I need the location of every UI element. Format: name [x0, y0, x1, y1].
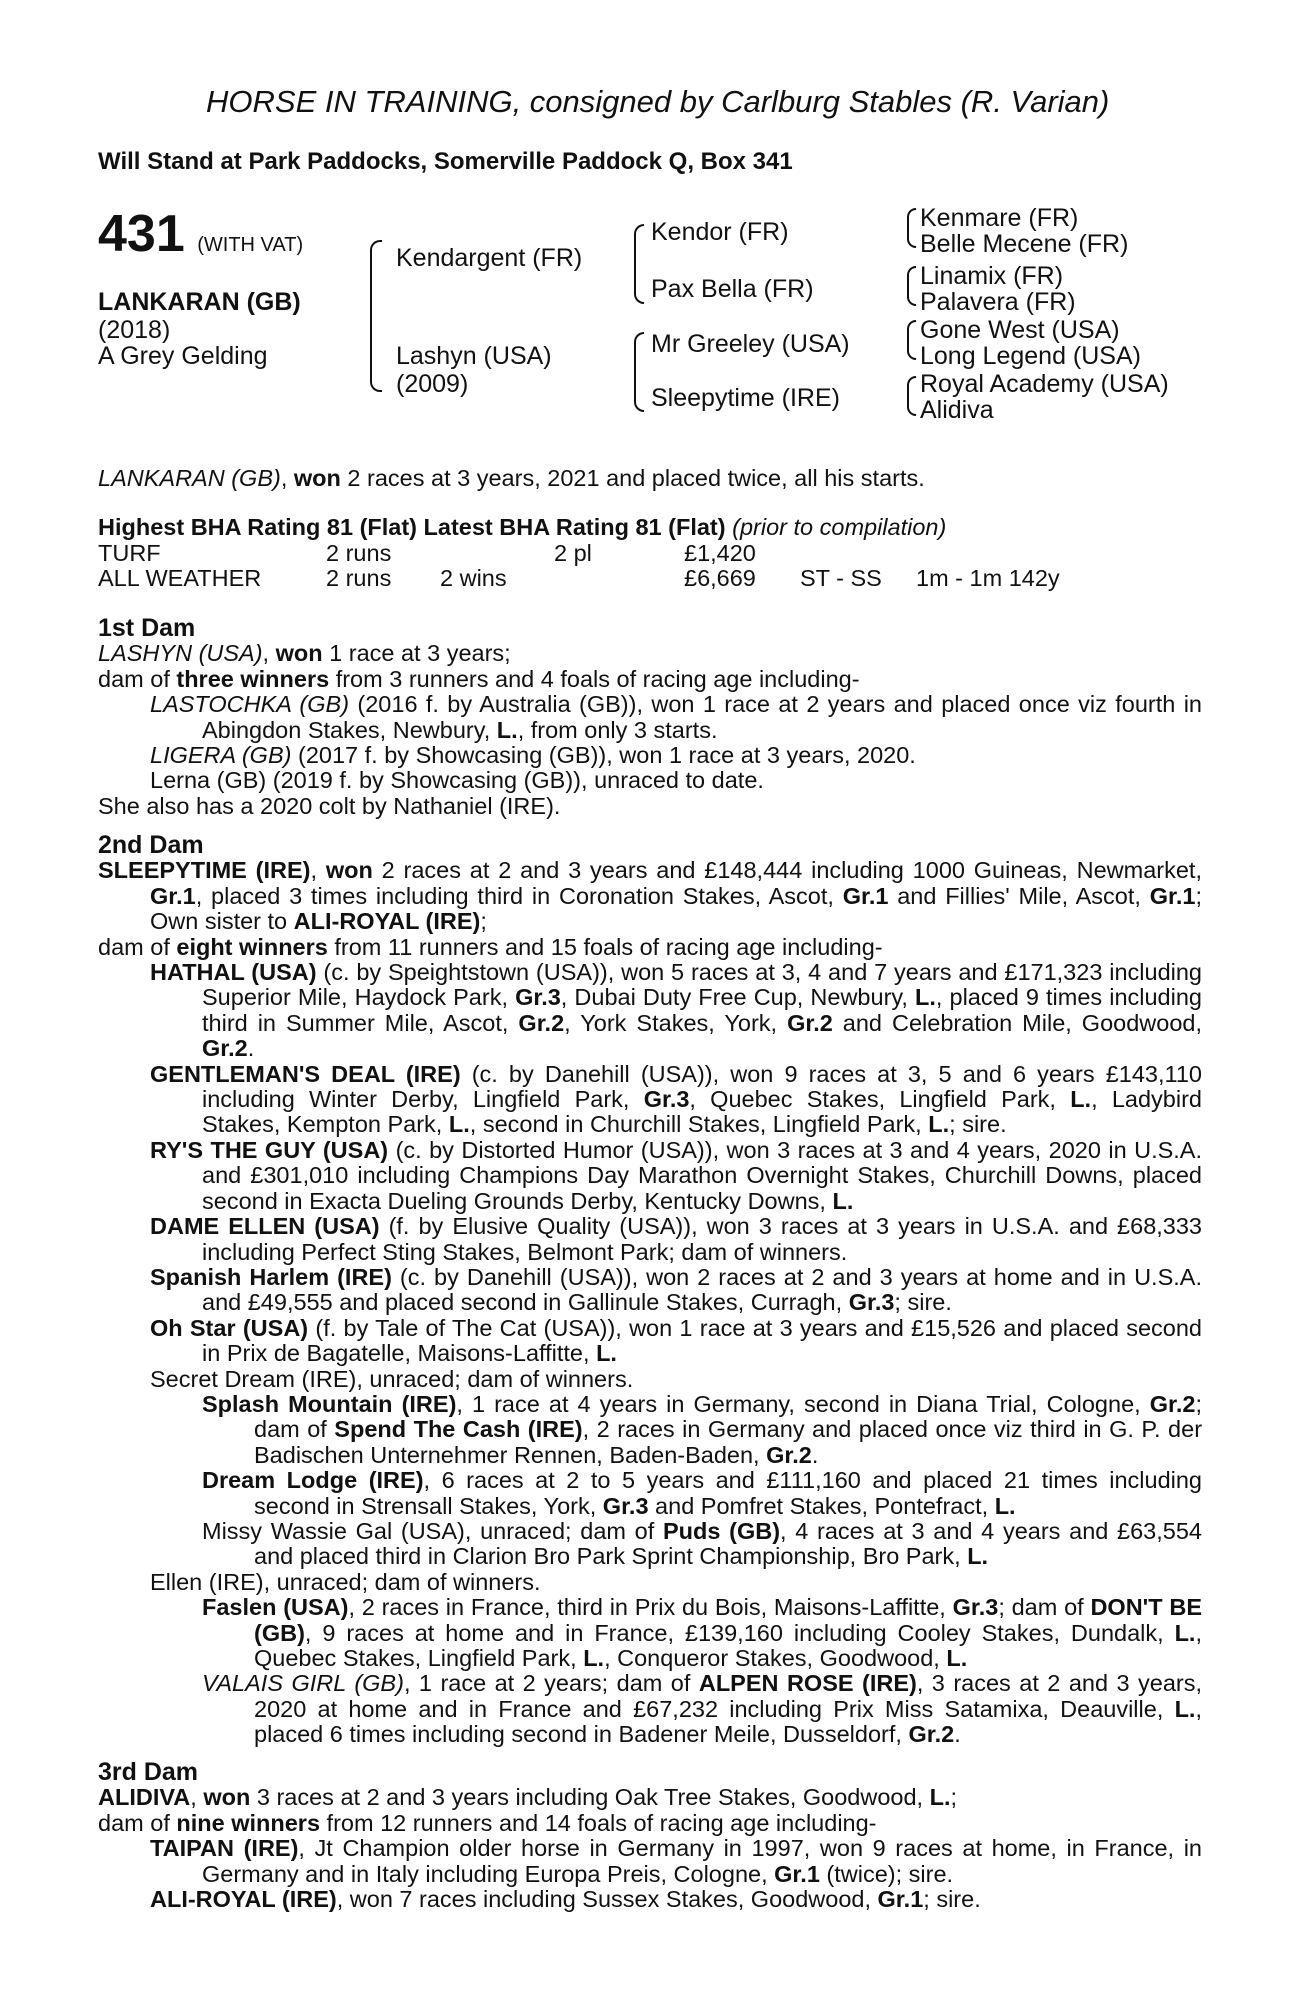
dontbe-name: DON'T BE (GB) — [254, 1594, 1202, 1646]
aw-earnings: £6,669 — [684, 565, 756, 591]
produce-missy-wassie-gal — [98, 1519, 1202, 1570]
pedigree-ssd: Belle Mecene (FR) — [920, 230, 1129, 258]
pedigree-dsd: Long Legend (USA) — [920, 342, 1141, 370]
dam-of-runners: from 3 runners and 4 foals of racing age including- — [329, 665, 860, 692]
second-dam-produce — [98, 935, 1202, 960]
ali-royal-text-b: ; sire. — [923, 1886, 981, 1913]
produce-valais-girl — [98, 1671, 1202, 1747]
fa-text-b: ; dam of — [998, 1594, 1091, 1621]
pedigree-ddd: Alidiva — [920, 396, 994, 424]
gr2-mark: Gr.2 — [518, 1009, 565, 1036]
sds-brace — [907, 266, 916, 306]
horse-year: (2018) — [98, 316, 171, 344]
first-dam-produce — [98, 667, 1202, 692]
mw-text-b: , 4 races at 3 and 4 years and £63,554 and placed third in Clarion Bro Park Sprint Championship, Bro Park, — [254, 1517, 1202, 1570]
vg-name: VALAIS GIRL (GB) — [202, 1670, 404, 1697]
produce-lastochka — [98, 692, 1202, 743]
sire-brace — [370, 240, 382, 392]
hathal-text-c: , placed 9 times including third in Summer Mile, Ascot, — [202, 984, 1202, 1036]
third-dam-section — [98, 1760, 1202, 1912]
ry-text: (c. by Distorted Humor (USA)), won 3 races at 3 and 4 years, 2020 in U.S.A. and £301,010 including Champions Day Marathon Overnight Stakes, Churchill Downs, placed second in Exacta Dueling Grounds Derby, Kentucky Downs, — [202, 1136, 1202, 1214]
bha-rating — [98, 514, 946, 541]
ry-name: RY'S THE GUY (USA) — [150, 1136, 389, 1163]
first-dam-section — [98, 616, 1202, 819]
dl-text-b: and Pomfret Stakes, Pontefract, — [648, 1492, 995, 1519]
listed-mark: L. — [596, 1340, 617, 1367]
sss-brace — [907, 208, 916, 248]
summary-text: 2 races at 3 years, 2021 and placed twice, all his starts. — [340, 465, 925, 491]
third-dam-heading: 3rd Dam — [98, 1758, 199, 1786]
aw-going: ST - SS — [800, 565, 882, 591]
rating-text: Highest BHA Rating 81 (Flat) Latest BHA Rating 81 (Flat) — [98, 514, 726, 540]
gd-text-a: (c. by Danehill (USA)), won 9 races at 3, 5 and 6 years £143,110 including Winter Derby, Lingfield Park, — [202, 1060, 1202, 1113]
gr3-mark: Gr.3 — [602, 1492, 649, 1519]
aw-distance: 1m - 1m 142y — [916, 565, 1060, 591]
pedigree-dam-sire: Mr Greeley (USA) — [651, 330, 850, 358]
second-dam-name: SLEEPYTIME (IRE) — [98, 857, 311, 884]
ligera-text: (2017 f. by Showcasing (GB)), won 1 race at 3 years, 2020. — [291, 742, 916, 769]
aw-wins: 2 wins — [440, 565, 507, 591]
dam-of-runners: from 12 runners and 14 foals of racing age including- — [320, 1809, 877, 1836]
period: . — [954, 1721, 961, 1748]
listed-mark: L. — [496, 716, 518, 743]
fa-text-d: , Quebec Stakes, Lingfield Park, — [254, 1619, 1202, 1671]
os-name: Oh Star (USA) — [150, 1314, 309, 1341]
winners-count: nine winners — [176, 1809, 321, 1836]
produce-secret-dream: Secret Dream (IRE), unraced; dam of winners. — [150, 1365, 634, 1392]
sm-text-b: ; dam of — [254, 1390, 1202, 1443]
catalogue-header: HORSE IN TRAINING, consigned by Carlburg Stables (R. Varian) — [206, 84, 1110, 119]
turf-surface: TURF — [98, 540, 161, 566]
first-dam-name: LASHYN (USA) — [98, 640, 263, 667]
pedigree-sire-sire: Kendor (FR) — [651, 218, 789, 246]
produce-hathal — [98, 960, 1202, 1062]
gd-text-e: ; sire. — [949, 1111, 1007, 1138]
pedigree-sdd: Palavera (FR) — [920, 288, 1076, 316]
lastochka-text: (2016 f. by Australia (GB)), won 1 race at 2 years and placed once viz fourth in Abingdon Stakes, Newbury, — [202, 691, 1202, 743]
dam-of-runners: from 11 runners and 15 foals of racing age including- — [327, 933, 883, 960]
race-summary: LANKARAN (GB), won 2 races at 3 years, 2021 and placed twice, all his starts. — [98, 465, 925, 491]
listed-mark: L. — [928, 1111, 950, 1138]
produce-lerna: Lerna (GB) (2019 f. by Showcasing (GB)), unraced to date. — [150, 767, 764, 794]
gr3-mark: Gr.3 — [848, 1289, 895, 1316]
taipan-name: TAIPAN (IRE) — [150, 1835, 299, 1862]
first-dam-heading: 1st Dam — [98, 614, 196, 642]
dl-name: Dream Lodge (IRE) — [202, 1467, 424, 1494]
sh-text-a: (c. by Danehill (USA)), won 2 races at 2 and 3 years at home and in U.S.A. and £49,555 and placed second in Gallinule Stakes, Curragh, — [202, 1263, 1202, 1316]
lot-block — [98, 205, 304, 263]
ali-royal-name: ALI-ROYAL (IRE) — [150, 1886, 337, 1913]
produce-dream-lodge — [98, 1468, 1202, 1519]
gr2-mark: Gr.2 — [787, 1009, 833, 1036]
pedigree-sire: Kendargent (FR) — [396, 244, 583, 272]
third-dam-record: ALIDIVA, won 3 races at 2 and 3 years including Oak Tree Stakes, Goodwood, L.; — [98, 1784, 958, 1811]
hathal-text-b: , Dubai Duty Free Cup, Newbury, — [560, 984, 916, 1011]
stand-location: Will Stand at Park Paddocks, Somerville Paddock Q, Box 341 — [98, 148, 793, 175]
sm-text-a: , 1 race at 4 years in Germany, second in Diana Trial, Cologne, — [456, 1390, 1150, 1417]
listed-mark: L. — [967, 1543, 989, 1570]
sd-text-d: ; Own sister to — [150, 882, 1202, 935]
listed-mark: L. — [994, 1492, 1016, 1519]
produce-splash-mountain — [98, 1392, 1202, 1468]
ligera-name: LIGERA (GB) — [150, 742, 292, 769]
vg-text-a: , 1 race at 2 years; dam of — [403, 1670, 699, 1697]
gd-name: GENTLEMAN'S DEAL (IRE) — [150, 1060, 461, 1087]
second-dam-won: won — [325, 857, 373, 884]
turf-placed: 2 pl — [554, 540, 592, 566]
gr2-mark: Gr.2 — [1149, 1390, 1196, 1417]
pedigree-dds: Royal Academy (USA) — [920, 370, 1169, 398]
second-dam-record: SLEEPYTIME (IRE), won 2 races at 2 and 3 years and £148,444 including 1000 Guineas, Newmarket, Gr.1, placed 3 times including third in Coronation Stakes, Ascot, Gr.1 and Fillies' Mile, Ascot, Gr.1; Own sister to ALI-ROYAL (IRE); — [98, 857, 1202, 935]
produce-rys-the-guy — [98, 1138, 1202, 1214]
aw-runs: 2 runs — [326, 565, 392, 591]
produce-ellen: Ellen (IRE), unraced; dam of winners. — [150, 1568, 541, 1595]
gd-text-c: , Ladybird Stakes, Kempton Park, — [202, 1086, 1202, 1138]
pedigree-dam-dam: Sleepytime (IRE) — [651, 384, 840, 412]
de-name: DAME ELLEN (USA) — [150, 1213, 380, 1240]
fa-text-c: , 9 races at home and in France, £139,160 including Cooley Stakes, Dundalk, — [304, 1619, 1175, 1646]
second-dam-heading: 2nd Dam — [98, 831, 204, 859]
horse-name: LANKARAN (GB) — [98, 288, 301, 316]
td-semi: ; — [950, 1784, 958, 1811]
dl-text-a: , 6 races at 2 to 5 years and £111,160 and placed 21 times including second in Strensall Stakes, York, — [254, 1467, 1203, 1519]
third-dam-name: ALIDIVA — [98, 1784, 191, 1811]
lot-number: 431 — [98, 205, 185, 263]
dss-brace — [907, 320, 916, 360]
third-dam-produce — [98, 1811, 1202, 1836]
gr1-mark: Gr.1 — [1149, 882, 1196, 909]
listed-mark: L. — [915, 984, 936, 1011]
hathal-text-d: , York Stakes, York, — [564, 1009, 788, 1036]
sm-name: Splash Mountain (IRE) — [202, 1390, 457, 1417]
own-sister-name: ALI-ROYAL (IRE) — [293, 908, 481, 935]
lastochka-text-end: , from only 3 starts. — [517, 716, 718, 743]
first-dam-won: won — [275, 640, 323, 667]
pedigree-dam-year: (2009) — [396, 370, 469, 398]
dds-brace — [907, 376, 916, 416]
listed-mark: L. — [832, 1187, 854, 1214]
sh-text-b: ; sire. — [894, 1289, 952, 1316]
fa-text-e: , Conqueror Stakes, Goodwood, — [604, 1645, 947, 1671]
produce-gentlemans-deal — [98, 1062, 1202, 1138]
gr2-mark: Gr.2 — [766, 1441, 812, 1468]
fa-text-a: , 2 races in France, third in Prix du Bois, Maisons-Laffitte, — [348, 1594, 953, 1621]
td-text-a: 3 races at 2 and 3 years including Oak Tree Stakes, Goodwood, — [250, 1784, 930, 1811]
pedigree-dss: Gone West (USA) — [920, 316, 1120, 344]
dam-of-text: dam of — [98, 1809, 177, 1836]
gr3-mark: Gr.3 — [515, 984, 561, 1011]
listed-mark: L. — [929, 1784, 951, 1811]
lastochka-name: LASTOCHKA (GB) — [150, 691, 350, 718]
listed-mark: L. — [448, 1111, 470, 1138]
hathal-text-e: and Celebration Mile, Goodwood, — [832, 1009, 1202, 1036]
taipan-text-b: (twice); sire. — [819, 1860, 954, 1887]
turf-earnings: £1,420 — [684, 540, 756, 566]
sh-name: Spanish Harlem (IRE) — [150, 1263, 392, 1290]
listed-mark: L. — [1174, 1695, 1196, 1722]
sd-text-b: , placed 3 times including third in Coronation Stakes, Ascot, — [195, 882, 843, 909]
pedigree-sire-dam: Pax Bella (FR) — [651, 275, 814, 303]
os-text: (f. by Tale of The Cat (USA)), won 1 race at 3 years and £15,526 and placed second in Prix de Bagatelle, Maisons-Laffitte, — [202, 1314, 1202, 1367]
listed-mark: L. — [1174, 1619, 1196, 1646]
taipan-text-a: , Jt Champion older horse in Germany in 1997, won 9 races at home, in France, in Germany and in Italy including Europa Preis, Cologne, — [202, 1835, 1202, 1887]
puds-name: Puds (GB) — [662, 1517, 781, 1544]
first-dam-record: LASHYN (USA), won 1 race at 3 years; — [98, 640, 511, 667]
third-dam-won: won — [203, 1784, 251, 1811]
gd-text-d: , second in Churchill Stakes, Lingfield Park, — [469, 1111, 929, 1138]
gr2-mark: Gr.2 — [202, 1035, 248, 1062]
turf-runs: 2 runs — [326, 540, 392, 566]
produce-ligera — [98, 743, 1202, 768]
gr1-mark: Gr.1 — [842, 882, 889, 909]
listed-mark: L. — [1070, 1086, 1092, 1113]
gd-text-b: , Quebec Stakes, Lingfield Park, — [689, 1086, 1071, 1113]
gr2-mark: Gr.2 — [908, 1721, 955, 1748]
stats-all-weather — [98, 565, 1198, 591]
sd-semi: ; — [480, 908, 487, 935]
period: . — [811, 1441, 819, 1468]
produce-spanish-harlem — [98, 1265, 1202, 1316]
produce-colt-note: She also has a 2020 colt by Nathaniel (IRE). — [98, 792, 561, 819]
produce-taipan — [98, 1836, 1202, 1887]
period: . — [247, 1035, 255, 1062]
de-text: (f. by Elusive Quality (USA)), won 3 races at 3 years in U.S.A. and £68,333 including Perfect Sting Stakes, Belmont Park; dam of winners. — [202, 1213, 1202, 1265]
dam-of-text: dam of — [98, 933, 177, 960]
listed-mark: L. — [583, 1645, 605, 1671]
sd-text-a: 2 races at 2 and 3 years and £148,444 including 1000 Guineas, Newmarket, — [372, 857, 1202, 884]
vg-text-b: , 3 races at 2 and 3 years, 2020 at home and in France and £67,232 including Prix Miss Satamixa, Deauville, — [254, 1670, 1202, 1722]
pedigree-sss: Kenmare (FR) — [920, 204, 1079, 232]
gr3-mark: Gr.3 — [643, 1086, 690, 1113]
vg-text-c: , placed 6 times including second in Badener Meile, Dusseldorf, — [254, 1695, 1202, 1748]
rating-note: (prior to compilation) — [732, 514, 947, 540]
pedigree-dam: Lashyn (USA) — [396, 342, 552, 370]
dam-of-text: dam of — [98, 665, 177, 692]
produce-ali-royal — [98, 1887, 1202, 1912]
alpen-rose-name: ALPEN ROSE (IRE) — [698, 1670, 917, 1697]
summary-horse-name: LANKARAN (GB) — [98, 465, 281, 491]
hathal-text-a: (c. by Speightstown (USA)), won 5 races at 3, 4 and 7 years and £171,323 including Superior Mile, Haydock Park, — [202, 959, 1202, 1011]
ds-brace — [634, 332, 644, 412]
fa-name: Faslen (USA) — [202, 1594, 349, 1621]
winners-count: three winners — [176, 665, 330, 692]
stats-turf — [98, 540, 1198, 566]
summary-won: won — [293, 465, 341, 491]
listed-mark: L. — [946, 1645, 968, 1671]
second-dam-section — [98, 833, 1202, 1748]
hathal-name: HATHAL (USA) — [150, 959, 317, 986]
produce-faslen — [98, 1595, 1202, 1671]
winners-count: eight winners — [176, 933, 328, 960]
ss-brace — [634, 224, 644, 304]
aw-surface: ALL WEATHER — [98, 565, 262, 591]
gr1-mark: Gr.1 — [774, 1860, 820, 1887]
mw-text-a: Missy Wassie Gal (USA), unraced; dam of — [202, 1517, 663, 1544]
first-dam-record-text: 1 race at 3 years; — [322, 640, 511, 667]
pedigree-sds: Linamix (FR) — [920, 262, 1064, 290]
gr3-mark: Gr.3 — [952, 1594, 999, 1621]
sd-text-c: and Fillies' Mile, Ascot, — [888, 882, 1150, 909]
gr1-mark: Gr.1 — [877, 1886, 924, 1913]
vat-label: (WITH VAT) — [197, 234, 304, 256]
produce-dame-ellen — [98, 1214, 1202, 1265]
ali-royal-text-a: , won 7 races including Sussex Stakes, Goodwood, — [336, 1886, 878, 1913]
produce-oh-star — [98, 1316, 1202, 1367]
sm-text-c: , 2 races in Germany and placed once viz third in G. P. der Badischen Unternehmer Rennen, Baden-Baden, — [254, 1416, 1203, 1468]
stc-name: Spend The Cash (IRE) — [334, 1416, 583, 1443]
horse-description: A Grey Gelding — [98, 342, 268, 370]
gr1-mark: Gr.1 — [150, 882, 196, 909]
